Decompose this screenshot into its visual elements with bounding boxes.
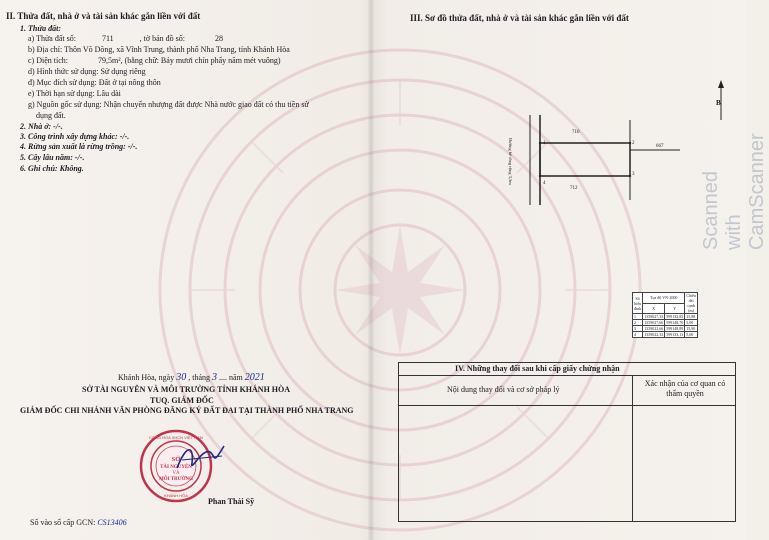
vertex-4: 4 (543, 181, 546, 186)
camscanner-watermark: Scanned with CamScanner (700, 133, 768, 250)
svg-text:MÔI TRƯỜNG: MÔI TRƯỜNG (158, 477, 194, 482)
section-iii-title: III. Sơ đồ thửa đất, nhà ở và tài sản khác gắn liền với đất (410, 13, 629, 23)
gcn-entry: Số vào sổ cấp GCN: CS13406 (30, 518, 127, 527)
changes-title: IV. Những thay đổi sau khi cấp giấy chứng nhận (455, 364, 620, 373)
coordinates-table (632, 292, 698, 338)
perennial-tree-item: 5. Cây lâu năm: -/-. (20, 153, 85, 162)
changes-table (398, 362, 736, 522)
address-value: Thôn Võ Dõng, xã Vĩnh Trung, thành phố Nha Trang, tỉnh Khánh Hòa (64, 45, 290, 54)
map-sheet-value: 28 (215, 34, 223, 43)
forest-item: 4. Rừng sản xuất là rừng trồng: -/-. (20, 142, 138, 151)
parcel-diagram (500, 110, 730, 220)
table-row: 3 1359022,66 599148,89 15,90 (633, 326, 698, 332)
column-divider (632, 375, 633, 521)
page-fold (368, 0, 374, 540)
svg-text:SỞ: SỞ (171, 456, 181, 463)
adjacent-bottom-label: 712 (570, 186, 578, 191)
usage-form-value: Sử dụng riêng (100, 67, 146, 76)
usage-purpose-row (28, 79, 161, 87)
map-sheet-label: , tờ bản đồ số: (139, 34, 185, 43)
col-y: Y (665, 303, 685, 314)
branch-director-title: GIÁM ĐỐC CHI NHÁNH VĂN PHÒNG ĐĂNG KÝ ĐẤT ĐAI TẠI THÀNH PHỐ NHA TRANG (20, 406, 354, 415)
col-edge-length: Chiều dài cạnh (m) (686, 293, 696, 313)
issuing-organization: SỞ TÀI NGUYÊN VÀ MÔI TRƯỜNG TỈNH KHÁNH HÒA (82, 385, 291, 394)
gcn-number: CS13406 (97, 518, 127, 527)
address-label: b) Địa chỉ: (28, 45, 63, 54)
usage-purpose-label: đ) Mục đích sử dụng: (28, 78, 97, 87)
usage-term-row (28, 90, 121, 98)
col-change-content: Nội dung thay đổi và cơ sở pháp lý (447, 385, 560, 394)
parcel-number-row (28, 35, 223, 43)
address-row (28, 46, 290, 54)
section-ii-title: II. Thửa đất, nhà ở và tài sản khác gắn liền với đất (6, 11, 201, 21)
vertex-1: 1 (543, 141, 546, 146)
land-heading: 1. Thửa đất: (20, 24, 62, 33)
north-label: B (716, 99, 721, 107)
usage-term-value: Lâu dài (96, 89, 121, 98)
other-construction-item: 3. Công trình xây dựng khác: -/-. (20, 132, 130, 141)
issue-day: 30 (176, 372, 187, 383)
signature-scribble (172, 438, 232, 478)
table-row: 1 1359027,33 599132,85 15,88 (633, 314, 698, 320)
usage-purpose-value: Đất ở tại nông thôn (98, 78, 161, 87)
origin-continued: dụng đất. (36, 111, 66, 120)
road-label: Đường bê tông rộng 3,5m (508, 138, 513, 185)
parcel-number-value: 711 (101, 34, 114, 43)
vertex-3: 3 (632, 172, 635, 177)
usage-form-row (28, 68, 146, 76)
table-row: 2 1359027,66 599148,70 5,00 (633, 320, 698, 326)
svg-text:TÀI NGUYÊN: TÀI NGUYÊN (160, 465, 192, 470)
usage-form-label: d) Hình thức sử dụng: (28, 67, 99, 76)
svg-text:VÀ: VÀ (172, 471, 180, 476)
origin-value: Nhận chuyển nhượng đất được Nhà nước giao đất có thu tiền sử (103, 100, 309, 109)
house-item: 2. Nhà ở: -/-. (20, 122, 63, 131)
issue-date: Khánh Hòa, ngày 30 , tháng 3 .... năm 2021 (118, 372, 265, 383)
issue-year: 2021 (244, 372, 265, 383)
usage-term-label: e) Thời hạn sử dụng: (28, 89, 95, 98)
area-value: 79,5m², (bằng chữ: Bảy mươi chín phẩy năm mét vuông) (97, 56, 281, 65)
col-vertex: Số hiệu đỉnh (633, 293, 643, 314)
parcel-number-label: a) Thửa đất số: (28, 34, 76, 43)
area-row (28, 57, 281, 65)
coordinates-header-row (633, 293, 698, 304)
adjacent-top-label: 710 (572, 130, 580, 135)
tuq-director: TUQ. GIÁM ĐỐC (150, 396, 214, 405)
col-coordinates: Tọa độ VN-2000 (643, 293, 685, 304)
issue-month: 3 (212, 372, 217, 383)
vertex-2: 2 (632, 141, 635, 146)
col-confirmation: Xác nhận của cơ quan có thẩm quyền (644, 379, 726, 398)
origin-row (28, 101, 309, 109)
adjacent-right-label: 667 (656, 144, 664, 149)
area-label: c) Diện tích: (28, 56, 68, 65)
table-row: 4 1359022,33 599133,13 5,00 (633, 332, 698, 338)
note-item: 6. Ghi chú: Không. (20, 164, 84, 173)
svg-text:KHÁNH HÒA: KHÁNH HÒA (164, 493, 188, 498)
origin-label: g) Nguồn gốc sử dụng: (28, 100, 102, 109)
svg-text:CỘNG HÒA XHCN VIỆT NAM: CỘNG HÒA XHCN VIỆT NAM (149, 435, 203, 440)
signer-name: Phan Thái Sỹ (208, 497, 255, 506)
col-x: X (643, 303, 665, 314)
